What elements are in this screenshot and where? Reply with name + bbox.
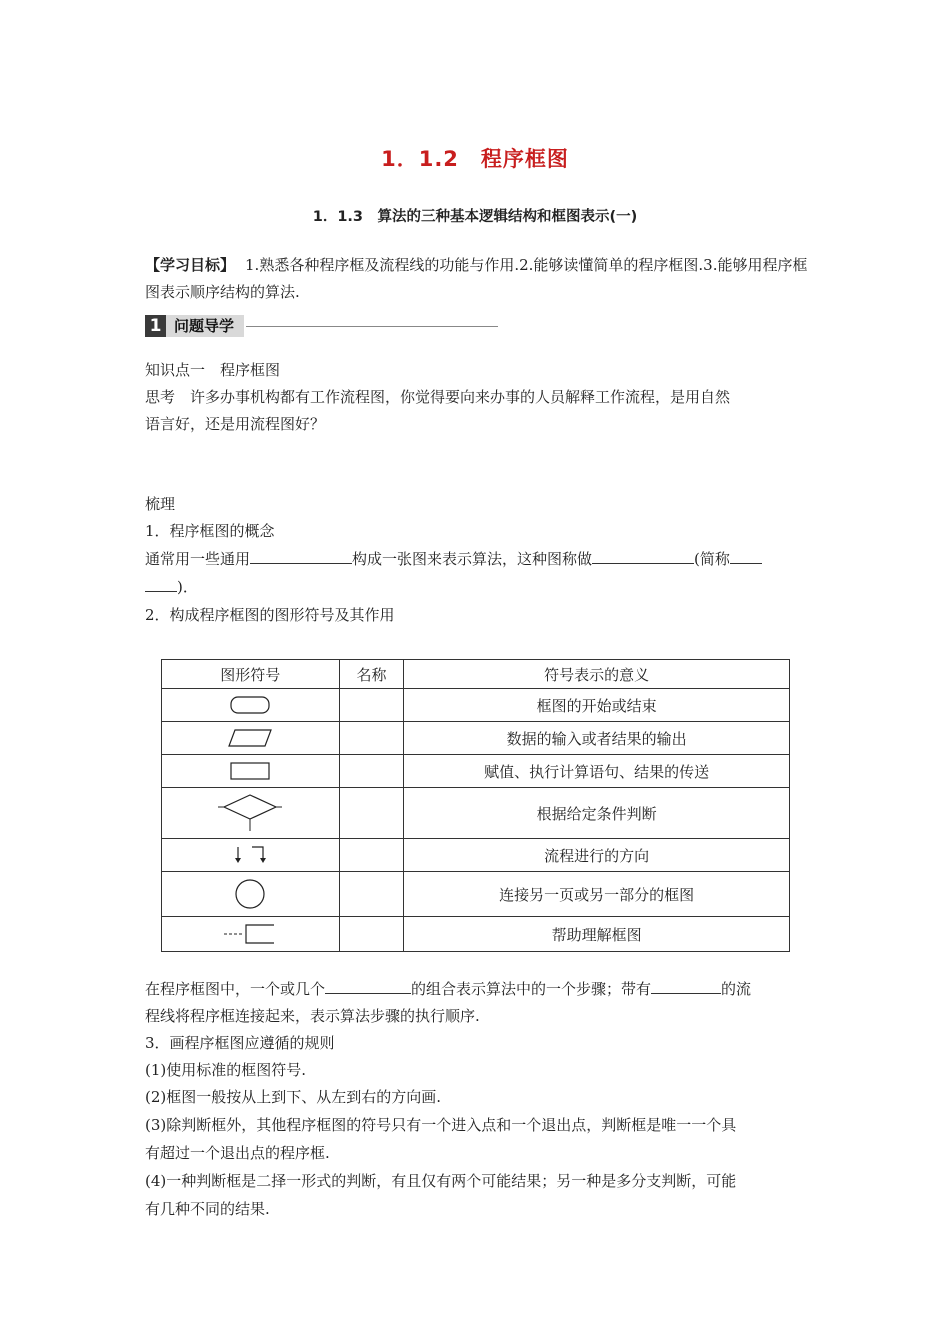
item1-text-end: )． (177, 578, 198, 596)
fill-blank[interactable] (592, 547, 694, 564)
fill-blank[interactable] (325, 977, 411, 994)
learning-goals (145, 252, 810, 306)
name-cell (339, 755, 404, 788)
terminal-icon (225, 694, 275, 716)
symbol-cell (162, 872, 340, 917)
section-divider (246, 326, 498, 327)
after-table-text-b: 的组合表示算法中的一个步骤；带有 (411, 980, 652, 998)
rule-3-line-2: 有超过一个退出点的程序框. (145, 1144, 330, 1162)
page-subtitle: 1．1.3 算法的三种基本逻辑结构和框图表示(一) (312, 209, 638, 225)
meaning-cell: 根据给定条件判断 (404, 788, 790, 839)
section-name: 问题导学 (166, 315, 244, 337)
flow-arrows-icon (225, 844, 275, 866)
name-cell (339, 839, 404, 872)
item1-text-b: 构成一张图来表示算法，这种图称做 (352, 550, 593, 568)
meaning-cell: 连接另一页或另一部分的框图 (404, 872, 790, 917)
name-cell (339, 872, 404, 917)
table-row (162, 722, 790, 755)
item1-line-1 (145, 547, 762, 571)
meaning-cell: 赋值、执行计算语句、结果的传送 (404, 755, 790, 788)
item1-text-a: 通常用一些通用 (145, 550, 251, 568)
after-table-text-a: 在程序框图中，一个或几个 (145, 980, 326, 998)
after-table-line-2: 程线将程序框连接起来，表示算法步骤的执行顺序. (145, 1007, 480, 1025)
name-cell (339, 917, 404, 952)
fill-blank[interactable] (145, 575, 177, 592)
diamond-icon (217, 791, 283, 835)
table-header: 符号表示的意义 (404, 660, 790, 689)
symbol-cell (162, 917, 340, 952)
symbol-cell (162, 788, 340, 839)
meaning-cell: 帮助理解框图 (404, 917, 790, 952)
knowledge-point-heading: 知识点一 程序框图 (145, 361, 281, 379)
meaning-cell: 框图的开始或结束 (404, 689, 790, 722)
page-title: 1．1.2 程序框图 (381, 147, 569, 171)
think-line-2: 语言好，还是用流程图好？ (145, 415, 326, 433)
parallelogram-icon (225, 727, 275, 749)
meaning-cell: 流程进行的方向 (404, 839, 790, 872)
rule-4-line-1: (4)一种判断框是二择一形式的判断，有且仅有两个可能结果；另一种是多分支判断，可能 (145, 1172, 737, 1190)
think-line-1: 思考 许多办事机构都有工作流程图，你觉得要向来办事的人员解释工作流程，是用自然 (145, 388, 731, 406)
rule-1: (1)使用标准的框图符号. (145, 1061, 307, 1079)
rule-4-line-2: 有几种不同的结果. (145, 1200, 270, 1218)
annotation-icon (222, 922, 278, 946)
item3-heading: 3．画程序框图应遵循的规则 (145, 1034, 335, 1052)
item2-heading: 2．构成程序框图的图形符号及其作用 (145, 606, 395, 624)
fill-blank[interactable] (651, 977, 721, 994)
name-cell (339, 689, 404, 722)
section-header (145, 315, 498, 337)
learning-goals-text: 1.熟悉各种程序框及流程线的功能与作用.2.能够读懂简单的程序框图.3.能够用程序框图表示顺序结构的算法. (145, 256, 808, 301)
fill-blank[interactable] (250, 547, 352, 564)
after-table-line-1 (145, 977, 751, 1001)
rule-2: (2)框图一般按从上到下、从左到右的方向画. (145, 1088, 442, 1106)
learning-goals-label: 【学习目标】 (145, 256, 236, 274)
table-row (162, 872, 790, 917)
table-row (162, 755, 790, 788)
table-header: 名称 (339, 660, 404, 689)
name-cell (339, 788, 404, 839)
symbol-cell (162, 755, 340, 788)
symbol-cell (162, 839, 340, 872)
symbol-cell (162, 689, 340, 722)
table-row (162, 689, 790, 722)
after-table-text-c: 的流 (721, 980, 752, 998)
item1-line-2 (145, 575, 198, 599)
table-row (162, 788, 790, 839)
fill-blank[interactable] (730, 547, 762, 564)
rectangle-icon (225, 760, 275, 782)
circle-icon (225, 877, 275, 911)
table-header-row (162, 660, 790, 689)
rule-3-line-1: (3)除判断框外，其他程序框图的符号只有一个进入点和一个退出点，判断框是唯一一个具 (145, 1116, 737, 1134)
symbol-cell (162, 722, 340, 755)
table-row (162, 839, 790, 872)
item1-heading: 1．程序框图的概念 (145, 522, 275, 540)
table-header: 图形符号 (162, 660, 340, 689)
review-label: 梳理 (145, 495, 176, 513)
item1-text-c: (简称 (694, 550, 730, 568)
flowchart-symbols-table (161, 659, 790, 952)
table-row (162, 917, 790, 952)
meaning-cell: 数据的输入或者结果的输出 (404, 722, 790, 755)
section-number: 1 (145, 315, 166, 337)
name-cell (339, 722, 404, 755)
